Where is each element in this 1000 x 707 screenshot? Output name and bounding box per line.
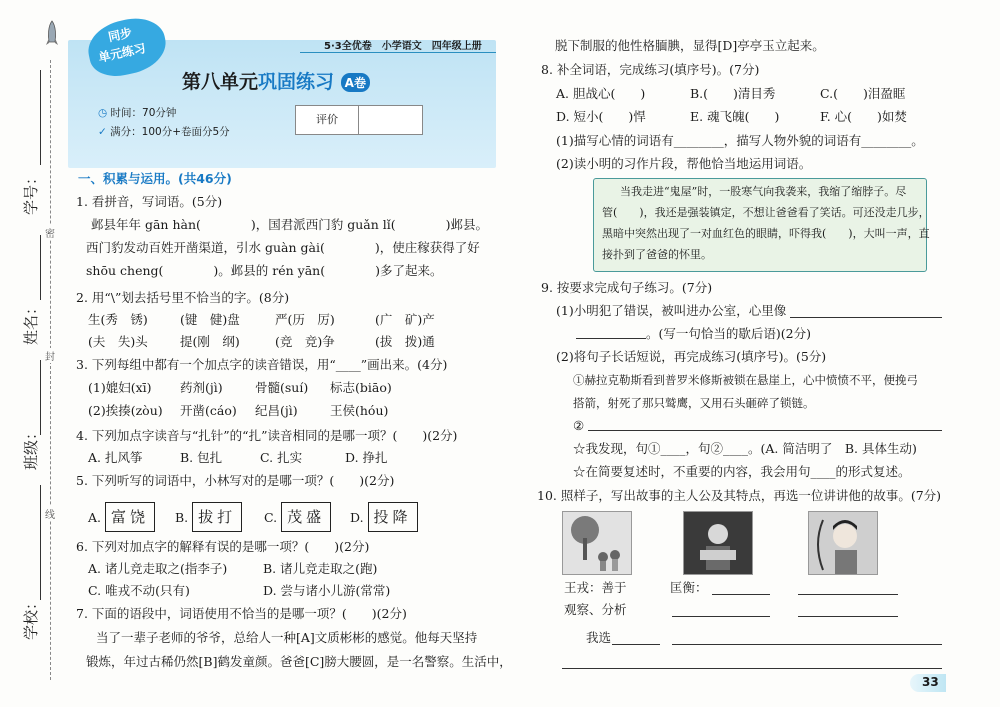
- q1-line-3: shōu cheng( )。邺县的 rén yān( )多了起来。: [86, 263, 443, 278]
- q8-option: C.( )泪盈眶: [820, 86, 906, 101]
- q7-stem: 7. 下面的语段中，词语使用不恰当的是哪一项？( )(2分): [76, 606, 407, 621]
- page-title: [182, 67, 370, 94]
- q2-option: (拔 拨)通: [375, 334, 435, 349]
- time-text: 时间：70分钟: [110, 107, 177, 119]
- class-label: 班级：: [22, 424, 40, 470]
- panel-line-2: 管( )，我还是强装镇定，不想让爸爸看了笑话。可还没走几步，: [602, 206, 930, 219]
- q9-sub-2: (2)将句子长话短说，再完成练习(填序号)。(5分): [556, 349, 827, 364]
- q10-answer-line[interactable]: [612, 644, 660, 645]
- q9-sentence-2: ②: [573, 418, 585, 433]
- q8-stem: 8. 补全词语，完成练习(填序号)。(7分): [541, 62, 760, 77]
- school-label: 学校：: [22, 594, 40, 640]
- q5-option-c[interactable]: [264, 502, 331, 532]
- q2-option: 严(历 厉): [275, 312, 335, 327]
- q9-sub-1b: 。(写一句恰当的歇后语)(2分): [646, 326, 811, 341]
- q5-letter: C.: [264, 510, 278, 525]
- student-id-line: [40, 70, 41, 165]
- q9-find-b: ☆在简要复述时，不重要的内容，我会用句____的形式复述。: [573, 464, 911, 479]
- q2-stem: 2. 用“\”划去括号里不恰当的字。(8分): [76, 290, 290, 305]
- q5-word-box: 茂盛: [281, 502, 331, 532]
- eval-field[interactable]: [359, 106, 422, 134]
- q3-option: 王侯(hóu): [330, 403, 389, 418]
- time-info: [98, 105, 176, 120]
- q8-sub-1: (1)描写心情的词语有________，描写人物外貌的词语有________。: [556, 133, 924, 148]
- title-tag: A卷: [341, 73, 370, 92]
- q9-answer-line[interactable]: [790, 317, 942, 318]
- badge-text-2: 单元练习: [97, 41, 148, 65]
- q4-option[interactable]: A. 扎风筝: [88, 450, 143, 465]
- q10-answer-line[interactable]: [672, 644, 942, 645]
- check-icon: ✓: [98, 126, 107, 138]
- q10-choose-label: 我选: [586, 630, 612, 645]
- panel-line-3: 黑暗中突然出现了一对血红色的眼睛，吓得我( )，大叫一声，直: [602, 227, 930, 240]
- q3-option: 药剂(jì): [180, 380, 223, 395]
- story-illustration-wangrong: [562, 511, 632, 575]
- q6-option[interactable]: B. 诸儿竞走取之(跑): [263, 561, 378, 576]
- q1-line-1: 邺县年年 gān hàn( )，国君派西门豹 guǎn lǐ( )邺县。: [91, 217, 489, 232]
- q5-word-box: 拔打: [192, 502, 242, 532]
- q5-letter: A.: [88, 510, 102, 525]
- eval-label: 评价: [296, 106, 359, 134]
- q8-option: A. 胆战心( ): [556, 86, 646, 101]
- q9-answer-line[interactable]: [576, 338, 646, 339]
- q9-sentence-1b: 搭箭，射死了那只鹫鹰，又用石头砸碎了锁链。: [573, 396, 815, 410]
- eval-box: [295, 105, 423, 135]
- name-line: [40, 235, 41, 300]
- student-id-label: 学号：: [22, 169, 40, 215]
- q4-stem: 4. 下列加点字读音与“扎针”的“扎”读音相同的是哪一项？( )(2分): [76, 428, 458, 443]
- q5-word-box: 投降: [368, 502, 418, 532]
- q2-option: 提(刚 纲): [180, 334, 240, 349]
- q5-letter: B.: [175, 510, 189, 525]
- q7-line-1: 当了一辈子老师的爷爷，总给人一种[A]文质彬彬的感觉。他每天坚持: [96, 630, 478, 645]
- q8-option: D. 短小( )悍: [556, 109, 646, 124]
- panel-line-1: 当我走进“鬼屋”时，一股寒气向我袭来，我缩了缩脖子。尽: [620, 185, 907, 198]
- school-line: [40, 485, 41, 600]
- title-highlight: 巩固练习: [258, 71, 335, 93]
- q10-example-trait: 观察、分析: [564, 602, 627, 617]
- q5-stem: 5. 下列听写的词语中，小林写对的是哪一项？( )(2分): [76, 473, 395, 488]
- q7-line-3: 脱下制服的他性格腼腆，显得[D]亭亭玉立起来。: [555, 38, 825, 53]
- q2-option: (夫 失)头: [88, 334, 148, 349]
- q10-example-name: 王戎：善于: [564, 580, 627, 595]
- q8-option: B.( )清目秀: [690, 86, 776, 101]
- seal-char: 线: [43, 506, 57, 521]
- q9-stem: 9. 按要求完成句子练习。(7分): [541, 280, 713, 295]
- q3-option: (1)媲妇(xī): [88, 380, 152, 395]
- archer-icon: [809, 512, 877, 574]
- q3-option: 标志(biāo): [330, 380, 392, 395]
- q8-sub-2: (2)读小明的习作片段，帮他恰当地运用词语。: [556, 156, 812, 171]
- seal-char: 密: [43, 225, 57, 240]
- q3-option: 开凿(cáo): [180, 403, 237, 418]
- q2-option: 生(秀 锈): [88, 312, 148, 327]
- q10-answer-line[interactable]: [562, 668, 942, 669]
- rocket-icon: [44, 20, 60, 50]
- q10-answer-line[interactable]: [712, 594, 770, 595]
- q2-option: (竞 竞)争: [275, 334, 335, 349]
- q8-option: E. 魂飞魄( ): [690, 109, 780, 124]
- q3-option: 纪昌(jì): [255, 403, 298, 418]
- person-reading-icon: [684, 512, 752, 574]
- q2-option: (广 矿)产: [375, 312, 435, 327]
- q5-option-a[interactable]: [88, 502, 155, 532]
- q4-option[interactable]: C. 扎实: [260, 450, 303, 465]
- section-1-title: 一、积累与运用。(共46分): [78, 171, 232, 186]
- title-main: 第八单元: [182, 71, 259, 93]
- q10-answer-line[interactable]: [672, 616, 770, 617]
- story-illustration-archer: [808, 511, 878, 575]
- q6-option[interactable]: A. 诸儿竞走取之(指李子): [88, 561, 228, 576]
- story-illustration-kuangheng: [683, 511, 753, 575]
- q6-stem: 6. 下列对加点字的解释有误的是哪一项？( )(2分): [76, 539, 370, 554]
- q5-letter: D.: [350, 510, 364, 525]
- q8-option: F. 心( )如焚: [820, 109, 907, 124]
- score-info: [98, 124, 230, 139]
- class-line: [40, 360, 41, 435]
- book-info: 5·3全优卷 小学语文 四年级上册: [324, 41, 482, 52]
- q4-option[interactable]: B. 包扎: [180, 450, 223, 465]
- clock-icon: ◷: [98, 107, 108, 119]
- q9-answer-line[interactable]: [588, 430, 942, 431]
- q10-kuangheng-label: 匡衡：: [670, 580, 708, 595]
- q6-option[interactable]: D. 尝与诸小儿游(常常): [263, 583, 391, 598]
- q9-sentence-1a: ①赫拉克勒斯看到普罗米修斯被锁在悬崖上，心中愤愤不平，便挽弓: [573, 373, 918, 387]
- page-number: 33: [922, 675, 939, 689]
- q3-option: 骨髓(suí): [255, 380, 309, 395]
- q10-stem: 10. 照样子，写出故事的主人公及其特点，再选一位讲讲他的故事。(7分): [537, 488, 942, 503]
- q9-find-a: ☆我发现，句①____，句②____。(A. 简洁明了 B. 具体生动): [573, 441, 917, 456]
- score-text: 满分：100分+卷面分5分: [110, 126, 230, 138]
- q6-option[interactable]: C. 唯戎不动(只有): [88, 583, 190, 598]
- q4-option[interactable]: D. 挣扎: [345, 450, 388, 465]
- seal-char: 封: [43, 348, 57, 363]
- q5-option-d[interactable]: [350, 502, 418, 532]
- q9-sub-1a: (1)小明犯了错误，被叫进办公室，心里像: [556, 303, 787, 318]
- header-rule: [300, 52, 496, 53]
- tree-icon: [563, 512, 631, 574]
- seal-line: [50, 60, 51, 680]
- q5-word-box: 富饶: [105, 502, 155, 532]
- q7-line-2: 锻炼，年过古稀仍然[B]鹤发童颜。爸爸[C]膀大腰圆，是一名警察。生活中，: [86, 654, 512, 669]
- panel-line-4: 接扑到了爸爸的怀里。: [602, 248, 712, 261]
- q5-option-b[interactable]: [175, 502, 242, 532]
- q10-answer-line[interactable]: [798, 616, 898, 617]
- q3-stem: 3. 下列每组中都有一个加点字的读音错误，用“____”画出来。(4分): [76, 357, 448, 372]
- q1-line-2: 西门豹发动百姓开凿渠道，引水 guàn gài( )，使庄稼获得了好: [86, 240, 480, 255]
- q1-stem: 1. 看拼音，写词语。(5分): [76, 194, 223, 209]
- q10-answer-line[interactable]: [798, 594, 898, 595]
- name-label: 姓名：: [22, 299, 40, 345]
- q2-option: (键 健)盘: [180, 312, 240, 327]
- q3-option: (2)挨揍(zòu): [88, 403, 163, 418]
- badge-text-1: 同步: [106, 25, 134, 45]
